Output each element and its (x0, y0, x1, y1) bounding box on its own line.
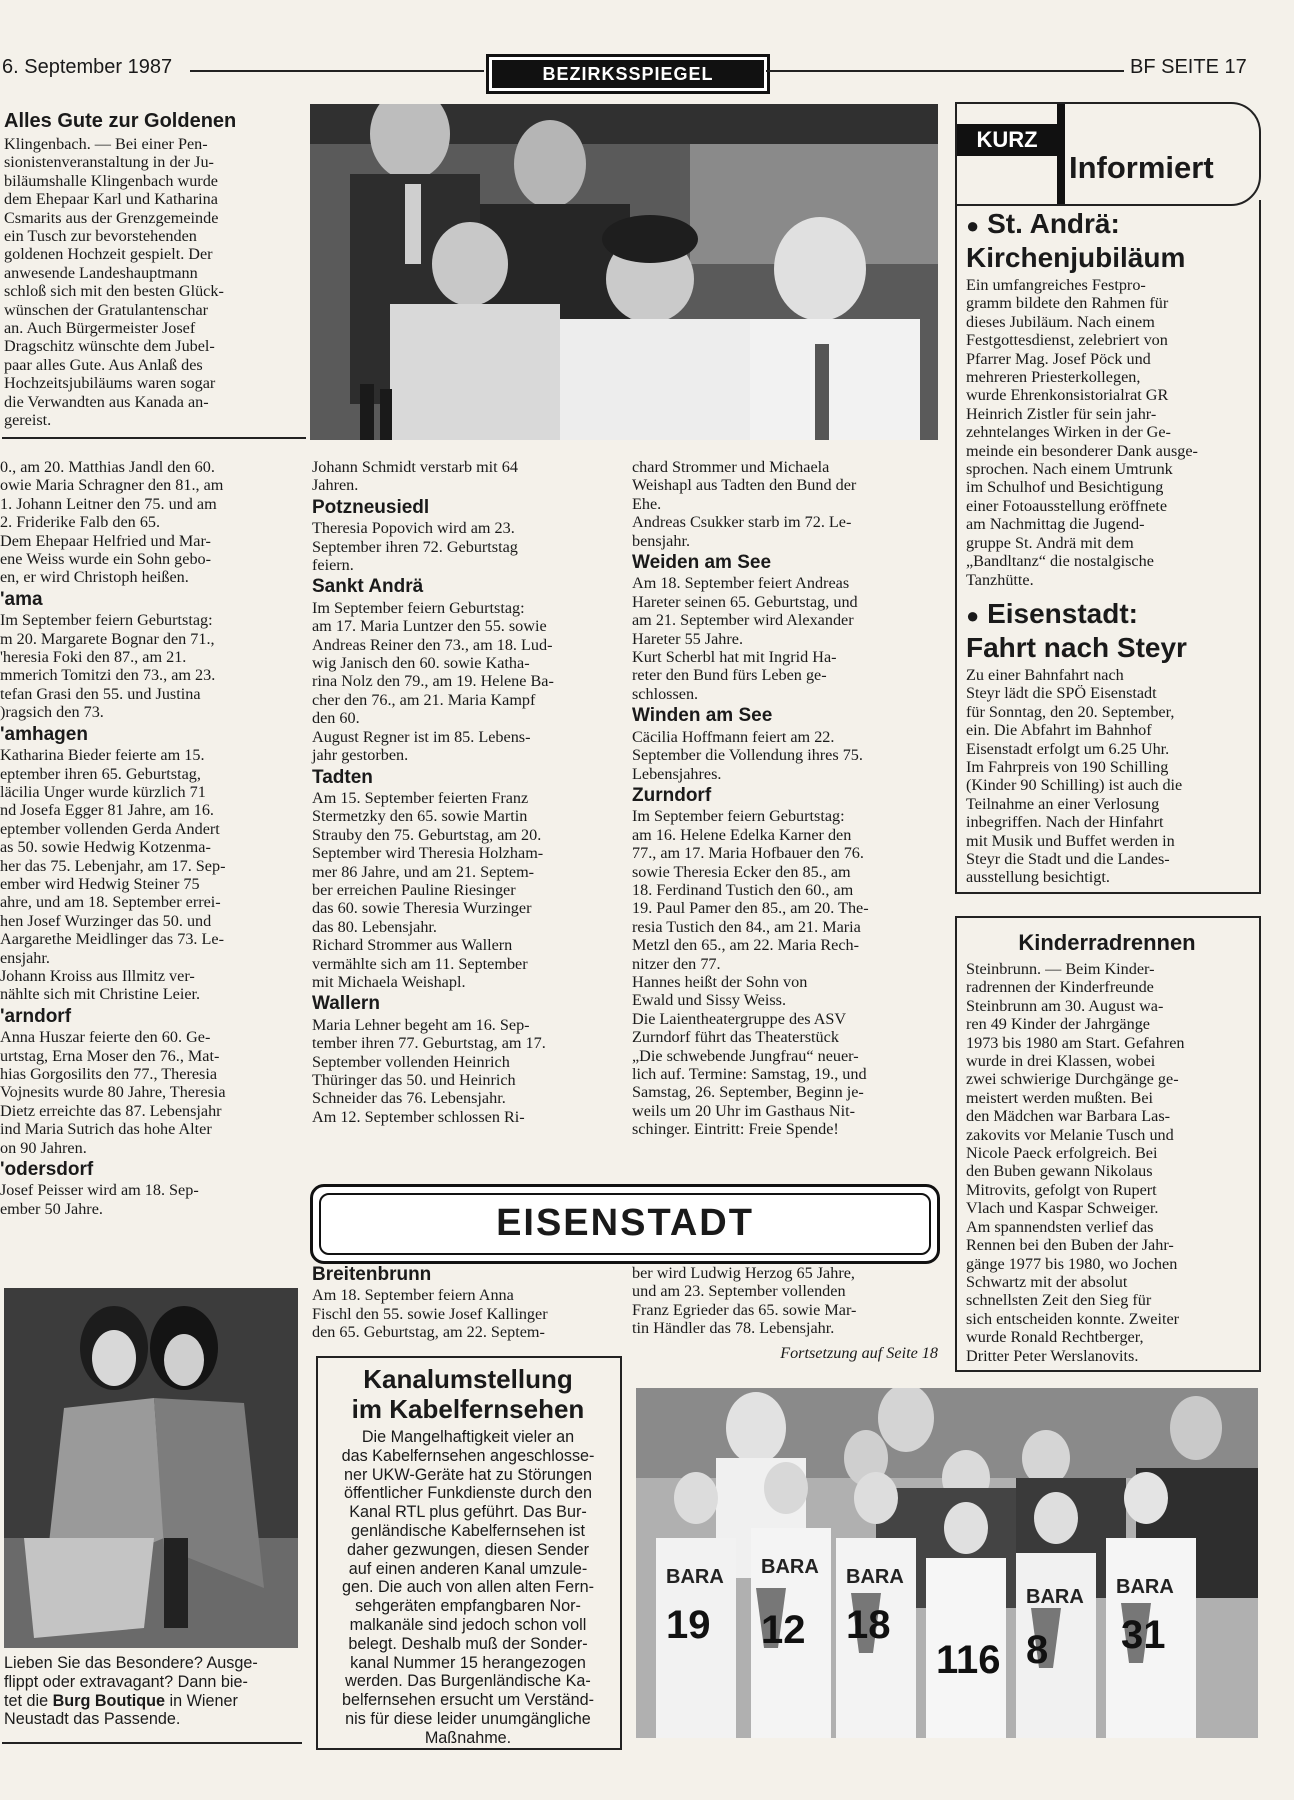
race-shirt-text: BARA (846, 1566, 904, 1588)
kurz-andrae-title-1: St. Andrä: (987, 208, 1120, 239)
zurndorf-line: lich auf. Termine: Samstag, 19., und (632, 1065, 867, 1083)
column-2 (312, 458, 618, 1126)
race-shirt-text: BARA (1116, 1576, 1174, 1598)
kurz-andrae-title-row (966, 208, 1252, 242)
kurz-andrae-body (966, 276, 1252, 589)
zurndorf-line: Zurndorf führt das Theaterstück (632, 1028, 839, 1047)
boutique-rule (2, 1742, 302, 1744)
col1-line: ene Weiss wurde ein Sohn gebo- (0, 550, 212, 569)
zurndorf-line: resia Tustich den 84., am 21. Maria (632, 917, 861, 936)
sanktandrae-line: am 17. Maria Luntzer den 55. sowie (312, 617, 547, 636)
breitenbrunn-line: den 65. Geburtstag, am 22. Septem- (312, 1323, 545, 1342)
kurz-bar (1057, 104, 1065, 204)
kinder-line: Steinbrunn am 30. August wa- (966, 996, 1164, 1015)
pama-line: m 20. Margarete Bognar den 71., (0, 629, 215, 648)
photo-kinder-race (636, 1388, 1258, 1738)
pamhagen-line: eptember vollenden Gerda Andert (0, 819, 220, 838)
goldene-line: paar alles Gute. Aus Anlaß des (4, 355, 203, 374)
kanal-body (326, 1428, 610, 1748)
boutique-line-3a: tet die (4, 1691, 53, 1710)
tadten-line: Stermetzky den 65. sowie Martin (312, 807, 528, 826)
sanktandrae-line: den 60. (312, 709, 360, 728)
col1-line: en, er wird Christoph heißen. (0, 568, 189, 587)
kurz-andrae-line: „Bandltanz“ die nostalgische (966, 552, 1154, 571)
race-bib-number: 116 (936, 1638, 1001, 1682)
kinder-line: meistert werden mußten. Bei (966, 1088, 1154, 1107)
zurndorf-line: schinger. Eintritt: Freie Spende! (632, 1120, 839, 1139)
kurz-andrae-title-2: Kirchenjubiläum (966, 242, 1186, 273)
parndorf-line: Anna Huszar feierte den 60. Ge- (0, 1028, 211, 1047)
kurz-andrae-line: zehntelanges Wirken in der Ge- (966, 423, 1171, 442)
goldene-line: Hochzeitsjubiläums waren sogar (4, 374, 216, 393)
goldene-line: anwesende Landeshauptmann (4, 263, 198, 282)
weiden-line: am 21. September wird Alexander (632, 611, 854, 630)
kinder-line: Schwartz mit der absolut (966, 1272, 1128, 1291)
article-kanal (326, 1364, 610, 1748)
pama-line: mmerich Tomitzi den 73., am 23. (0, 666, 216, 685)
podersdorf-line: Josef Peisser wird am 18. Sep- (0, 1181, 199, 1200)
boutique-line-2: flippt oder extravagant? Dann bie- (4, 1672, 248, 1691)
col3-line: Andreas Csukker starb im 72. Le- (632, 513, 852, 532)
pamhagen-line: ahre, und am 18. September errei- (0, 893, 221, 912)
goldene-line: Klingenbach. — Bei einer Pen- (4, 135, 208, 153)
tadten-line: mit Michaela Weishapl. (312, 972, 466, 991)
kinder-line: Am spannendsten verlief das (966, 1217, 1154, 1236)
kurz-label: KURZ (957, 124, 1057, 156)
kanal-line: kanal Nummer 15 herangezogen (350, 1653, 586, 1672)
tadten-line: ber erreichen Pauline Riesinger (312, 880, 516, 899)
zurndorf-line: nitzer den 77. (632, 954, 721, 973)
kanal-line: nis für diese leider unumgängliche (345, 1709, 591, 1728)
goldene-line: die Verwandten aus Kanada an- (4, 392, 209, 411)
breitenbrunn-right-body (632, 1264, 938, 1338)
race-bib-number: 18 (846, 1603, 891, 1647)
zurndorf-line: 18. Ferdinand Tustich den 60., am (632, 880, 854, 899)
kurz-andrae-line: Heinrich Zistler für sein jahr- (966, 404, 1157, 423)
parndorf-line: on 90 Jahren. (0, 1138, 87, 1157)
kinder-line: radrennen der Kinderfreunde (966, 978, 1154, 997)
kinder-line: schnellsten Zeit den Sieg für (966, 1291, 1152, 1310)
col2-tadten (312, 789, 618, 991)
kurz-andrae-line: sprochen. Nach einem Umtrunk (966, 460, 1173, 479)
col2-wallern (312, 1016, 618, 1126)
sanktandrae-line: rina Nolz den 79., am 19. Helene Ba- (312, 672, 554, 691)
goldene-line: dem Ehepaar Karl und Katharina (4, 190, 218, 209)
breitenbrunn-line: Franz Egrieder das 65. sowie Mar- (632, 1300, 857, 1319)
heading-podersdorf: 'odersdorf (0, 1159, 94, 1181)
zurndorf-line: „Die schwebende Jungfrau“ neuer- (632, 1046, 859, 1065)
kanal-line: ner UKW-Geräte hat zu Störungen (343, 1465, 593, 1484)
kurz-eisenstadt-title-row (966, 598, 1252, 632)
zurndorf-line: Samstag, 26. September, Beginn je- (632, 1083, 864, 1102)
breitenbrunn-line: ber wird Ludwig Herzog 65 Jahre, (632, 1264, 855, 1282)
boutique-line-3 (4, 1692, 294, 1711)
kinder-line: Vlach und Kaspar Schweiger. (966, 1199, 1159, 1218)
zurndorf-line: Hannes heißt der Sohn von (632, 972, 808, 991)
winden-line: September die Vollendung ihres 75. (632, 746, 863, 765)
kurz-andrae-line: gruppe St. Andrä mit dem (966, 533, 1134, 552)
kinder-line: 1973 bis 1980 am Start. Gefahren (966, 1033, 1185, 1052)
column-1 (0, 458, 300, 1218)
kurz-andrae-line: Pfarrer Mag. Josef Pöck und (966, 349, 1151, 368)
kurz-andrae-line: Ein umfangreiches Festpro- (966, 276, 1146, 294)
kanal-line: Maßnahme. (424, 1728, 512, 1747)
goldene-line: gereist. (4, 411, 52, 430)
wallern-line: Thüringer das 50. und Heinrich (312, 1071, 516, 1089)
heading-sankt-andrae: Sankt Andrä (312, 576, 424, 598)
col2-sanktandrae (312, 599, 618, 765)
col1-intro (0, 458, 300, 587)
wallern-line: September vollenden Heinrich (312, 1052, 510, 1071)
col3-intro (632, 458, 938, 550)
kinder-line: sich entscheiden konnte. Zweiter (966, 1309, 1180, 1328)
section-title: BEZIRKSSPIEGEL (492, 60, 764, 88)
pamhagen-line: ensjahr. (0, 948, 50, 967)
photo-golden-wedding (310, 104, 938, 440)
potzneusiedl-line: Theresia Popovich wird am 23. (312, 519, 515, 538)
kurz-eisenstadt-title-1: Eisenstadt: (987, 598, 1139, 629)
informiert-label: Informiert (1069, 150, 1214, 185)
pamhagen-line: hen Josef Wurzinger das 50. und (0, 911, 212, 930)
kanal-line: auf einen anderen Kanal umzule- (348, 1559, 588, 1578)
goldene-line: schloß sich mit den besten Glück- (4, 282, 224, 301)
potzneusiedl-line: September ihren 72. Geburtstag (312, 537, 518, 556)
kanal-line: gen. Die auch von allen alten Fern- (342, 1578, 594, 1597)
kinder-line: Dritter Peter Werslanovits. (966, 1346, 1139, 1365)
weiden-line: reter den Bund fürs Leben ge- (632, 666, 827, 685)
wallern-line: tember ihren 77. Geburtstag, am 17. (312, 1034, 546, 1053)
boutique-caption (4, 1654, 294, 1729)
sanktandrae-line: Andreas Reiner den 73., am 18. Lud- (312, 635, 553, 654)
kinder-line: gänge 1977 bis 1980, wo Jochen (966, 1254, 1178, 1273)
heading-wallern: Wallern (312, 993, 380, 1015)
kinder-line: ren 49 Kinder der Jahrgänge (966, 1015, 1150, 1034)
heading-zurndorf: Zurndorf (632, 784, 712, 806)
col3-line: Weishapl aus Tadten den Bund der (632, 476, 857, 495)
kurz-andrae-line: gramm bildete den Rahmen für (966, 294, 1169, 313)
kanal-line: öffentlicher Funkdienste durch den (343, 1484, 593, 1503)
tadten-line: das 80. Lebensjahr. (312, 917, 437, 936)
col3-winden (632, 728, 938, 783)
boutique-line-1: Lieben Sie das Besondere? Ausge- (4, 1654, 258, 1672)
parndorf-line: urtstag, Erna Moser den 76., Mat- (0, 1046, 220, 1065)
col1-parndorf (0, 1028, 300, 1157)
goldene-line: Csmarits aus der Grenzgemeinde (4, 208, 219, 227)
header-rule-right (766, 70, 1124, 72)
boutique-name: Burg Boutique (52, 1691, 166, 1710)
heading-parndorf: 'arndorf (0, 1005, 72, 1027)
sanktandrae-line: Im September feiern Geburtstag: (312, 598, 525, 617)
kinder-line: zwei schwierige Durchgänge ge- (966, 1070, 1179, 1089)
kurz-andrae-line: einer Fotoausstellung eröffnete (966, 496, 1168, 515)
col2-intro (312, 458, 618, 495)
pama-line: )ragsich den 73. (0, 703, 104, 722)
zurndorf-line: 77., am 17. Maria Hofbauer den 76. (632, 844, 864, 863)
kurz-andrae-line: im Schulhof und Besichtigung (966, 478, 1164, 497)
kinder-line: den Mädchen war Barbara Las- (966, 1107, 1171, 1126)
kanal-line: werden. Das Burgenländische Ka- (345, 1672, 591, 1691)
pamhagen-line: eptember ihren 65. Geburtstag, (0, 764, 201, 783)
kurz-eisenstadt-line: Im Fahrpreis von 190 Schilling (966, 758, 1169, 777)
kurz-eisenstadt-line: Zu einer Bahnfahrt nach (966, 666, 1124, 684)
kanal-line: belfernsehen ersucht um Verständ- (342, 1691, 594, 1710)
col3-zurndorf (632, 807, 938, 1138)
kurz-andrae-line: meinde ein besonderer Dank ausge- (966, 441, 1198, 460)
pamhagen-line: Aargarethe Meidlinger das 73. Le- (0, 930, 224, 949)
goldene-line: ein Tusch zur bevorstehenden (4, 227, 197, 246)
wallern-line: Maria Lehner begeht am 16. Sep- (312, 1015, 530, 1034)
heading-tadten: Tadten (312, 766, 373, 788)
column-3 (632, 458, 938, 1139)
col1-pamhagen (0, 746, 300, 1004)
kanal-line: Kanal RTL plus geführt. Das Bur- (349, 1503, 587, 1522)
parndorf-line: Dietz erreichte das 87. Lebensjahr (0, 1101, 222, 1120)
kinder-line: Mitrovits, gefolgt von Rupert (966, 1180, 1157, 1199)
kinder-line: wurde Ronald Rechtberger, (966, 1328, 1144, 1347)
kurz-andrae-line: am Nachmittag die Jugend- (966, 515, 1145, 534)
kinder-line: Rennen bei den Buben der Jahr- (966, 1236, 1174, 1255)
breitenbrunn-right (632, 1264, 938, 1362)
winden-line: Lebensjahres. (632, 764, 722, 783)
article-goldene-body (4, 135, 306, 430)
heading-winden: Winden am See (632, 705, 773, 727)
pamhagen-line: ember wird Hedwig Steiner 75 (0, 874, 200, 893)
heading-breitenbrunn: Breitenbrunn (312, 1264, 432, 1285)
pamhagen-line: Katharina Bieder feierte am 15. (0, 746, 205, 765)
kanal-line: belegt. Deshalb muß der Sonder- (348, 1634, 588, 1653)
heading-potzneusiedl: Potzneusiedl (312, 496, 430, 518)
pamhagen-line: nd Josefa Egger 81 Jahre, am 16. (0, 801, 214, 820)
photo-kinder-race-image (636, 1388, 1258, 1738)
header-page-label: BF SEITE 17 (1130, 56, 1247, 78)
zurndorf-line: Ewald und Sissy Weiss. (632, 991, 786, 1010)
kurz-eisenstadt-line: mit Musik und Buffet werden in (966, 831, 1175, 850)
kinder-line: zakovits vor Melanie Tusch und (966, 1125, 1174, 1144)
kanal-line: malkanäle sind jedoch schon voll (349, 1615, 587, 1634)
parndorf-line: Vojnesits wurde 80 Jahre, Theresia (0, 1083, 226, 1102)
kanal-title-2: im Kabelfernsehen (351, 1394, 585, 1424)
zurndorf-line: weils um 20 Uhr im Gasthaus Nit- (632, 1101, 856, 1120)
goldene-line: sionistenveranstaltung in der Ju- (4, 153, 214, 172)
col3-weiden (632, 574, 938, 703)
race-bib-number: 8 (1026, 1628, 1049, 1672)
col1-line: 0., am 20. Matthias Jandl den 60. (0, 458, 215, 476)
article-goldene-title: Alles Gute zur Goldenen (4, 110, 237, 132)
kurz-andrae (966, 208, 1252, 589)
pamhagen-line: her das 75. Lebenjahr, am 17. Sep- (0, 856, 226, 875)
sanktandrae-line: cher den 76., am 21. Maria Kampf (312, 690, 536, 709)
goldene-line: wünschen der Gratulantenschar (4, 300, 209, 319)
col1-line: 1. Johann Leitner den 75. und am (0, 494, 217, 513)
breitenbrunn-left-body (312, 1286, 618, 1341)
zurndorf-line: 19. Paul Pamer den 85., am 20. The- (632, 899, 869, 918)
tadten-line: vermählte sich am 11. September (312, 954, 528, 973)
goldene-line: Dragschitz wünschte dem Jubel- (4, 337, 215, 356)
weiden-line: Hareter 55 Jahre. (632, 629, 744, 648)
zurndorf-line: Metzl den 65., am 22. Maria Rech- (632, 936, 860, 955)
header-date: 6. September 1987 (2, 56, 173, 78)
tadten-line: September wird Theresia Holzham- (312, 844, 544, 863)
col2-potzneusiedl (312, 519, 618, 574)
kurz-eisenstadt (966, 598, 1252, 887)
wallern-line: Am 12. September schlossen Ri- (312, 1107, 525, 1126)
kanal-line: Die Mangelhaftigkeit vieler an (361, 1428, 575, 1446)
kurz-eisenstadt-line: Steyr die Stadt und die Landes- (966, 850, 1170, 869)
kurz-informiert-header (955, 102, 1261, 206)
race-shirt-text: BARA (666, 1566, 724, 1588)
kanal-line: sehgeräten empfangbaren Nor- (355, 1597, 581, 1616)
tadten-line: das 60. sowie Theresia Wurzinger (312, 899, 532, 918)
kanal-line: das Kabelfernsehen angeschlosse- (341, 1446, 595, 1465)
pama-line: 'heresia Foki den 87., am 21. (0, 648, 187, 667)
kinder-title: Kinderradrennen (1018, 930, 1196, 955)
kurz-eisenstadt-line: inbegriffen. Nach der Hinfahrt (966, 813, 1164, 832)
zurndorf-line: sowie Theresia Ecker den 85., am (632, 862, 851, 881)
kurz-eisenstadt-line: (Kinder 90 Schilling) ist auch die (966, 776, 1183, 795)
col1-line: Dem Ehepaar Helfried und Mar- (0, 531, 211, 550)
kurz-eisenstadt-line: ein. Die Abfahrt im Bahnhof (966, 721, 1152, 740)
tadten-line: Strauby den 75. Geburtstag, am 20. (312, 825, 542, 844)
breitenbrunn-left (312, 1262, 618, 1342)
breitenbrunn-line: Fischl den 55. sowie Josef Kallinger (312, 1304, 548, 1323)
race-shirt-text: BARA (761, 1556, 819, 1578)
boutique-line-4: Neustadt das Passende. (4, 1710, 181, 1729)
bullet-icon: ● (966, 603, 980, 628)
photo-boutique (4, 1288, 298, 1648)
parndorf-line: hias Gorgosilits den 77., Theresia (0, 1065, 218, 1083)
kurz-andrae-line: mehreren Priesterkollegen, (966, 368, 1141, 387)
kurz-eisenstadt-body (966, 666, 1252, 887)
tadten-line: Richard Strommer aus Wallern (312, 936, 513, 955)
tadten-line: mer 86 Jahre, und am 21. Septem- (312, 862, 535, 881)
pamhagen-line: Johann Kroiss aus Illmitz ver- (0, 966, 195, 985)
weiden-line: schlossen. (632, 684, 699, 703)
col1-line: owie Maria Schragner den 81., am (0, 476, 224, 495)
race-bib-number: 19 (666, 1603, 711, 1647)
winden-line: Cäcilia Hoffmann feiert am 22. (632, 727, 835, 746)
header-rule-left (190, 70, 484, 72)
potzneusiedl-line: feiern. (312, 556, 354, 575)
race-shirt-text: BARA (1026, 1586, 1084, 1608)
kurz-andrae-line: Festgottesdienst, zelebriert von (966, 331, 1168, 350)
kinder-line: wurde in drei Klassen, wobei (966, 1052, 1156, 1071)
article-kinder (966, 930, 1248, 1365)
heading-pamhagen: 'amhagen (0, 723, 88, 745)
pama-line: tefan Grasi den 55. und Justina (0, 684, 201, 703)
goldene-line: biläumshalle Klingenbach wurde (4, 171, 218, 190)
zurndorf-line: Im September feiern Geburtstag: (632, 807, 845, 826)
race-bib-number: 31 (1121, 1613, 1166, 1657)
col1-podersdorf (0, 1181, 300, 1218)
weiden-line: Kurt Scherbl hat mit Ingrid Ha- (632, 648, 837, 667)
goldene-line: goldenen Hochzeit gespielt. Der (4, 245, 213, 264)
zurndorf-line: am 16. Helene Edelka Karner den (632, 825, 852, 844)
sanktandrae-line: jahr gestorben. (312, 746, 409, 765)
pama-line: Im September feiern Geburtstag: (0, 611, 213, 630)
col1-line: 2. Friderike Falb den 65. (0, 513, 161, 532)
weiden-line: Hareter seinen 65. Geburtstag, und (632, 592, 858, 611)
eisenstadt-banner (310, 1184, 940, 1264)
kurz-eisenstadt-line: ausstellung besichtigt. (966, 868, 1110, 887)
goldene-line: an. Auch Bürgermeister Josef (4, 319, 196, 338)
kurz-eisenstadt-line: Steyr lädt die SPÖ Eisenstadt (966, 684, 1157, 703)
kinder-line: Nicole Paeck erfolgreich. Bei (966, 1144, 1158, 1163)
bullet-icon: ● (966, 213, 980, 238)
podersdorf-line: ember 50 Jahre. (0, 1199, 103, 1218)
kurz-andrae-line: Tanzhütte. (966, 570, 1034, 589)
kinder-line: den Buben gewann Nikolaus (966, 1162, 1153, 1181)
pamhagen-line: nählte sich mit Christine Leier. (0, 985, 201, 1004)
kanal-line: genländische Kabelfernsehen ist (351, 1521, 585, 1540)
breitenbrunn-line: Am 18. September feiern Anna (312, 1286, 514, 1305)
sanktandrae-line: August Regner ist im 85. Lebens- (312, 727, 531, 746)
photo-boutique-image (4, 1288, 298, 1648)
kurz-andrae-line: dieses Jubiläum. Nach einem (966, 312, 1155, 331)
goldene-rule (2, 437, 306, 439)
race-bib-number: 12 (761, 1608, 806, 1652)
parndorf-line: ind Maria Sutrich das hohe Alter (0, 1120, 212, 1139)
section-tag (486, 54, 770, 94)
heading-weiden: Weiden am See (632, 552, 772, 574)
kinder-line: Steinbrunn. — Beim Kinder- (966, 960, 1155, 978)
sanktandrae-line: wig Janisch den 60. sowie Katha- (312, 654, 530, 673)
zurndorf-line: Die Laientheatergruppe des ASV (632, 1009, 847, 1028)
kanal-line: daher gezwungen, diesen Sender (346, 1540, 590, 1559)
kurz-eisenstadt-title-2: Fahrt nach Steyr (966, 632, 1187, 663)
kurz-andrae-line: wurde Ehrenkonsistorialrat GR (966, 386, 1169, 405)
boutique-line-3c: in Wiener (165, 1691, 238, 1710)
pamhagen-line: läcilia Unger wurde kürzlich 71 (0, 782, 206, 801)
heading-pama: 'ama (0, 588, 43, 610)
kurz-eisenstadt-line: Teilnahme an einer Verlosung (966, 794, 1160, 813)
kurz-eisenstadt-line: Eisenstadt erfolgt um 6.25 Uhr. (966, 739, 1170, 758)
breitenbrunn-line: und am 23. September vollenden (632, 1282, 846, 1301)
col2-line: Johann Schmidt verstarb mit 64 (312, 458, 518, 476)
col3-line: chard Strommer und Michaela (632, 458, 830, 476)
kanal-title-1: Kanalumstellung (363, 1364, 573, 1394)
breitenbrunn-line: tin Händler das 78. Lebensjahr. (632, 1319, 835, 1338)
continued-note: Fortsetzung auf Seite 18 (780, 1343, 938, 1362)
wallern-line: Schneider das 76. Lebensjahr. (312, 1089, 506, 1108)
tadten-line: Am 15. September feierten Franz (312, 788, 529, 807)
pamhagen-line: as 50. sowie Hedwig Kotzenma- (0, 838, 211, 857)
photo-golden-wedding-image (310, 104, 938, 440)
article-goldene (4, 110, 306, 430)
col3-line: Ehe. (632, 494, 662, 513)
kinder-body (966, 960, 1248, 1365)
col2-line: Jahren. (312, 476, 359, 495)
col1-pama (0, 611, 300, 721)
eisenstadt-banner-title: EISENSTADT (319, 1193, 931, 1255)
col3-line: bensjahr. (632, 531, 690, 550)
weiden-line: Am 18. September feiert Andreas (632, 574, 850, 593)
kurz-eisenstadt-line: für Sonntag, den 20. September, (966, 702, 1175, 721)
